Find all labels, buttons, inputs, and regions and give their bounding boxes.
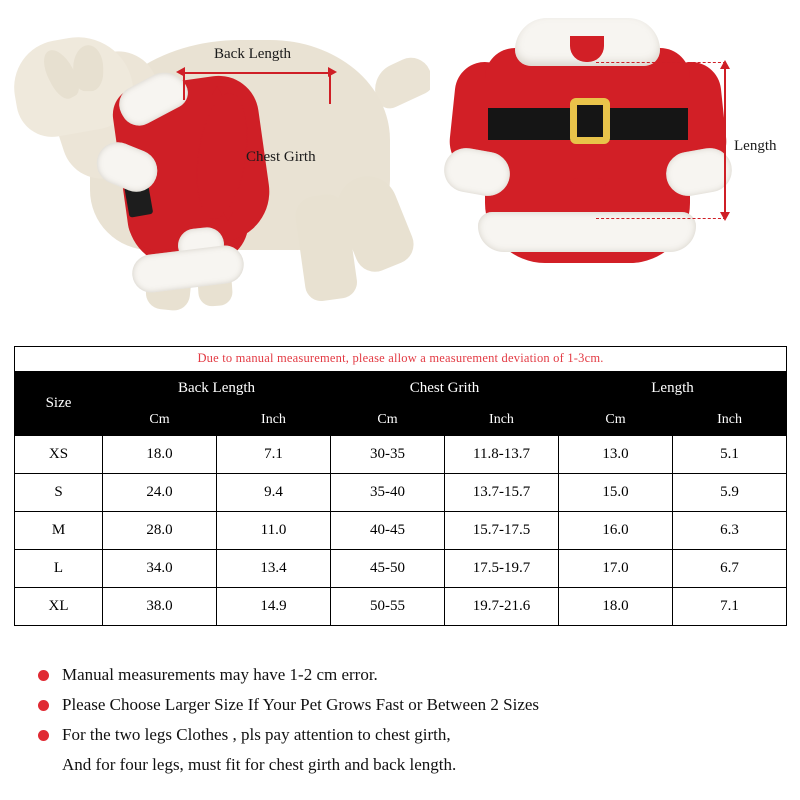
length-arrow-up bbox=[720, 60, 730, 69]
table-row bbox=[15, 550, 787, 588]
size-table bbox=[14, 346, 787, 626]
mannequin-ear-right bbox=[73, 45, 103, 91]
table-header-row bbox=[15, 372, 787, 405]
size-table-wrapper bbox=[14, 346, 786, 626]
subheader-length-inch: Inch bbox=[673, 405, 787, 436]
cell-size: XS bbox=[15, 436, 103, 474]
cell-back-inch: 14.9 bbox=[217, 588, 331, 626]
length-arrow-line bbox=[724, 68, 726, 214]
note-continuation: And for four legs, must fit for chest girth and back length. bbox=[62, 755, 457, 774]
table-notice-row bbox=[15, 347, 787, 372]
cell-chest-cm: 45-50 bbox=[331, 550, 445, 588]
cell-chest-inch: 17.5-19.7 bbox=[445, 550, 559, 588]
note-text: For the two legs Clothes , pls pay attention to chest girth, bbox=[62, 725, 451, 744]
cell-chest-inch: 11.8-13.7 bbox=[445, 436, 559, 474]
chest-girth-arrow-down bbox=[223, 212, 233, 221]
length-guide-top bbox=[596, 62, 726, 63]
cell-size: M bbox=[15, 512, 103, 550]
cell-length-inch: 6.3 bbox=[673, 512, 787, 550]
cell-chest-inch: 13.7-15.7 bbox=[445, 474, 559, 512]
bullet-icon bbox=[38, 700, 49, 711]
cell-back-inch: 13.4 bbox=[217, 550, 331, 588]
subheader-chest-cm: Cm bbox=[331, 405, 445, 436]
note-item bbox=[14, 660, 786, 690]
back-length-tick-right bbox=[329, 72, 331, 104]
header-back-length: Back Length bbox=[103, 372, 331, 405]
cell-back-cm: 34.0 bbox=[103, 550, 217, 588]
cell-length-inch: 5.1 bbox=[673, 436, 787, 474]
cell-chest-cm: 40-45 bbox=[331, 512, 445, 550]
note-text: Manual measurements may have 1-2 cm error. bbox=[62, 665, 378, 684]
note-text: Please Choose Larger Size If Your Pet Grows Fast or Between 2 Sizes bbox=[62, 695, 540, 714]
header-chest-girth: Chest Grith bbox=[331, 372, 559, 405]
cell-back-cm: 28.0 bbox=[103, 512, 217, 550]
header-length: Length bbox=[559, 372, 787, 405]
chest-girth-label: Chest Girth bbox=[246, 149, 316, 165]
back-length-tick-left bbox=[183, 72, 185, 100]
subheader-chest-inch: Inch bbox=[445, 405, 559, 436]
cell-length-cm: 17.0 bbox=[559, 550, 673, 588]
length-guide-bottom bbox=[596, 218, 726, 219]
table-row bbox=[15, 588, 787, 626]
chest-girth-arrow-up bbox=[212, 86, 222, 95]
cell-chest-inch: 15.7-17.5 bbox=[445, 512, 559, 550]
product-photo-area bbox=[0, 0, 800, 340]
photo-costume-flat-lay bbox=[430, 0, 800, 335]
cell-size: L bbox=[15, 550, 103, 588]
cell-back-inch: 11.0 bbox=[217, 512, 331, 550]
cell-length-cm: 18.0 bbox=[559, 588, 673, 626]
cell-length-cm: 15.0 bbox=[559, 474, 673, 512]
cell-length-inch: 5.9 bbox=[673, 474, 787, 512]
cell-chest-cm: 35-40 bbox=[331, 474, 445, 512]
note-item bbox=[14, 720, 786, 750]
length-arrow-down bbox=[720, 212, 730, 221]
cell-back-cm: 38.0 bbox=[103, 588, 217, 626]
back-length-arrow-line bbox=[183, 72, 330, 74]
measurement-notice: Due to manual measurement, please allow a measurement deviation of 1-3cm. bbox=[15, 347, 787, 372]
length-label: Length bbox=[734, 138, 777, 154]
cell-back-inch: 9.4 bbox=[217, 474, 331, 512]
table-subheader-row bbox=[15, 405, 787, 436]
back-length-label: Back Length bbox=[214, 46, 292, 62]
cell-length-cm: 13.0 bbox=[559, 436, 673, 474]
cell-back-cm: 24.0 bbox=[103, 474, 217, 512]
cell-size: XL bbox=[15, 588, 103, 626]
costume-belt-buckle bbox=[570, 98, 610, 144]
cell-chest-inch: 19.7-21.6 bbox=[445, 588, 559, 626]
cell-size: S bbox=[15, 474, 103, 512]
cell-chest-cm: 30-35 bbox=[331, 436, 445, 474]
cell-back-cm: 18.0 bbox=[103, 436, 217, 474]
subheader-back-cm: Cm bbox=[103, 405, 217, 436]
bullet-icon bbox=[38, 730, 49, 741]
table-row bbox=[15, 512, 787, 550]
cell-length-inch: 7.1 bbox=[673, 588, 787, 626]
table-row bbox=[15, 436, 787, 474]
cell-chest-cm: 50-55 bbox=[331, 588, 445, 626]
table-row bbox=[15, 474, 787, 512]
cell-back-inch: 7.1 bbox=[217, 436, 331, 474]
notes-list bbox=[14, 660, 786, 780]
header-size: Size bbox=[15, 372, 103, 436]
subheader-length-cm: Cm bbox=[559, 405, 673, 436]
subheader-back-inch: Inch bbox=[217, 405, 331, 436]
cell-length-cm: 16.0 bbox=[559, 512, 673, 550]
note-item bbox=[14, 690, 786, 720]
bullet-icon bbox=[38, 670, 49, 681]
photo-dog-wearing-costume bbox=[0, 0, 430, 335]
cell-length-inch: 6.7 bbox=[673, 550, 787, 588]
